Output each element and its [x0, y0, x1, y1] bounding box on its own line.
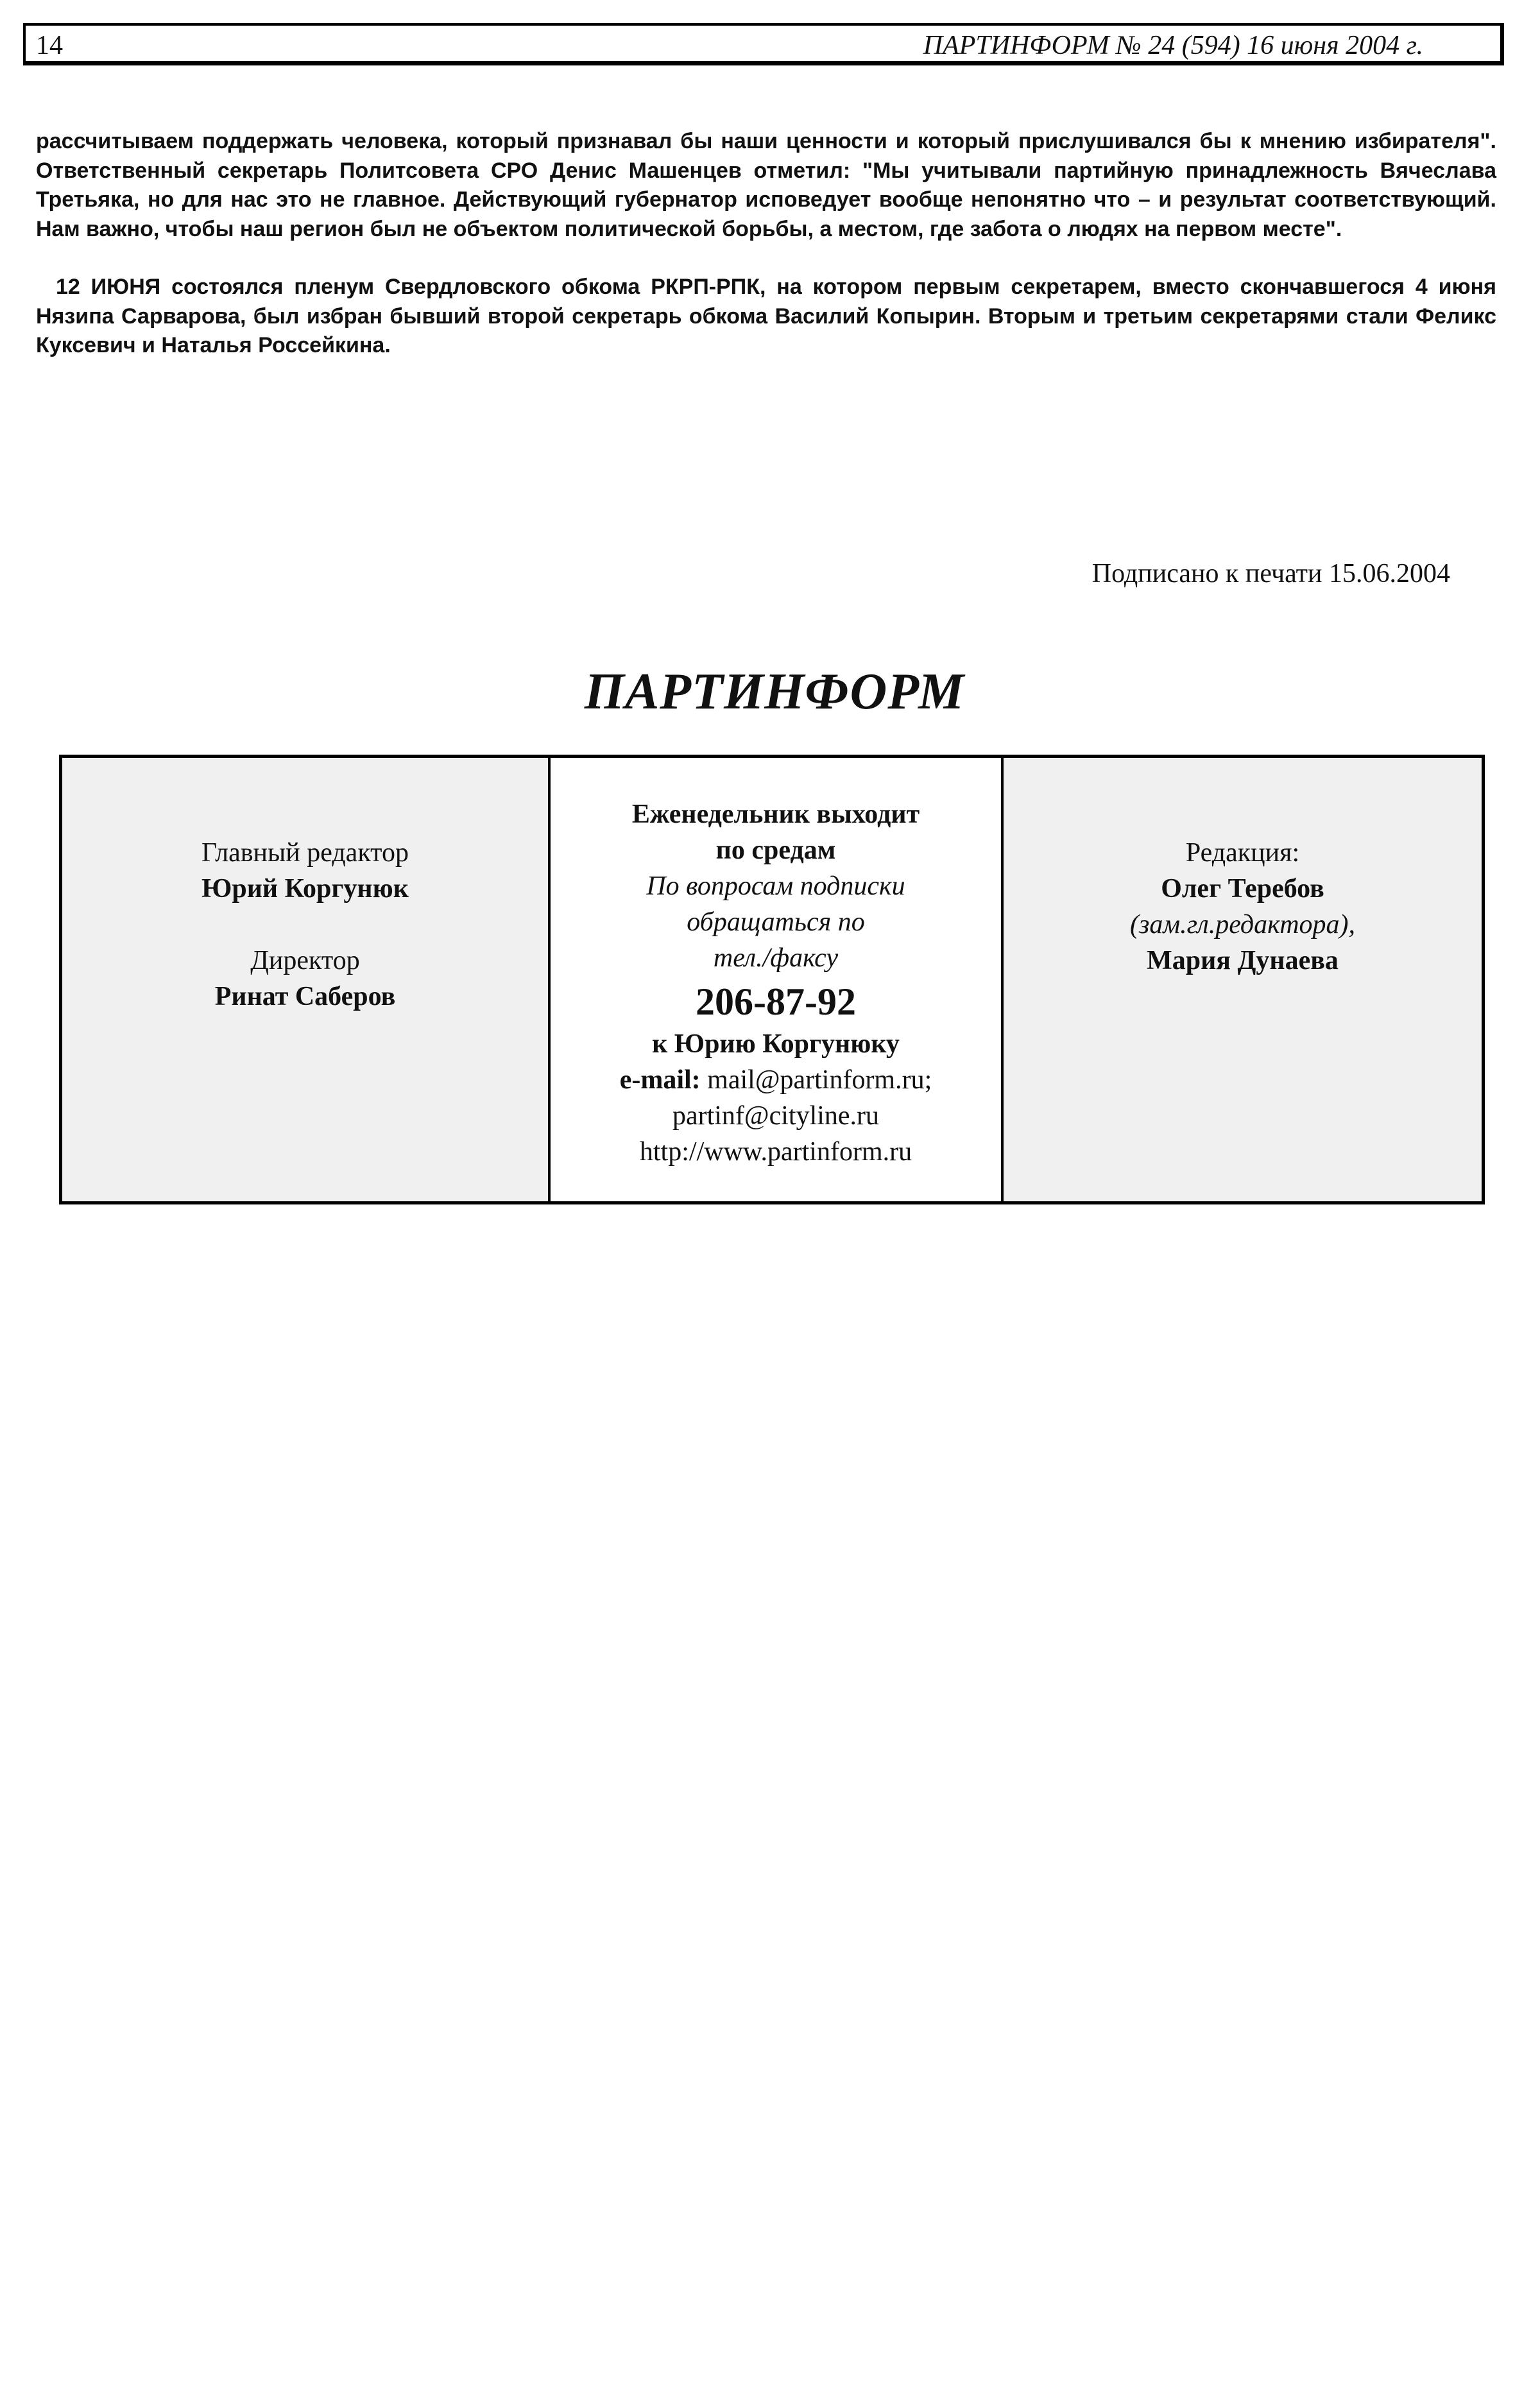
email-link[interactable]: mail@partinform.ru; [707, 1065, 932, 1095]
editorial-member-role: (зам.гл.редактора), [1129, 910, 1356, 939]
editorial-member-name: Мария Дунаева [1147, 946, 1339, 975]
subscription-note: тел./факсу [713, 943, 839, 973]
article-body [36, 127, 1496, 361]
imprint-table [59, 755, 1485, 1204]
signed-to-print: Подписано к печати 15.06.2004 [1091, 559, 1450, 588]
website-link[interactable]: http://www.partinform.ru [639, 1137, 912, 1167]
editor-name: Юрий Коргунюк [201, 874, 409, 904]
article-paragraph: рассчитываем поддержать человека, который признавал бы наши ценности и который прислушивался бы к мнению избирателя". Ответственный секретарь Политсовета СРО Денис Машенцев отметил: "Мы учитывали партийную принадлежность Вячеслава Третьяка, но для нас это не главное. Действующий губернатор исповедует вообще непонятно что – и результат соответствующий. Нам важно, чтобы наш регион был не объектом политической борьбы, а местом, где забота о людях на первом месте". [36, 129, 1496, 241]
subscription-note: По вопросам подписки [646, 871, 905, 901]
weekly-day: по средам [715, 835, 836, 865]
editorial-label: Редакция: [1185, 838, 1300, 868]
imprint-column-staff [62, 758, 551, 1201]
email-label: e-mail: [619, 1065, 701, 1095]
email-line [551, 1062, 1001, 1098]
editorial-member-name: Олег Теребов [1161, 874, 1324, 904]
issue-title: ПАРТИНФОРМ № 24 (594) 16 июня 2004 г. [923, 31, 1423, 60]
weekly-note: Еженедельник выходит [631, 800, 920, 829]
contact-person: к Юрию Коргунюку [652, 1029, 900, 1059]
imprint-column-editorial [1004, 758, 1482, 1201]
subscription-note: обращаться по [687, 907, 865, 937]
imprint-column-contacts [551, 758, 1004, 1201]
page-number: 14 [36, 31, 63, 60]
editor-role: Главный редактор [201, 838, 409, 868]
page-header [23, 23, 1504, 65]
email-link[interactable]: partinf@cityline.ru [672, 1101, 880, 1131]
phone-number: 206-87-92 [696, 981, 856, 1023]
spacer [62, 907, 548, 943]
article-paragraph: 12 ИЮНЯ состоялся пленум Свердловского обкома РКРП-РПК, на котором первым секретарем, вместо скончавшегося 4 июня Нязипа Сарварова, был избран бывший второй секретарь обкома Василий Копырин. Вторым и третьим секретарями стали Феликс Куксевич и Наталья Россейкина. [36, 275, 1496, 357]
masthead-title: ПАРТИНФОРМ [584, 664, 965, 720]
director-role: Директор [250, 946, 360, 975]
director-name: Ринат Саберов [214, 982, 396, 1011]
